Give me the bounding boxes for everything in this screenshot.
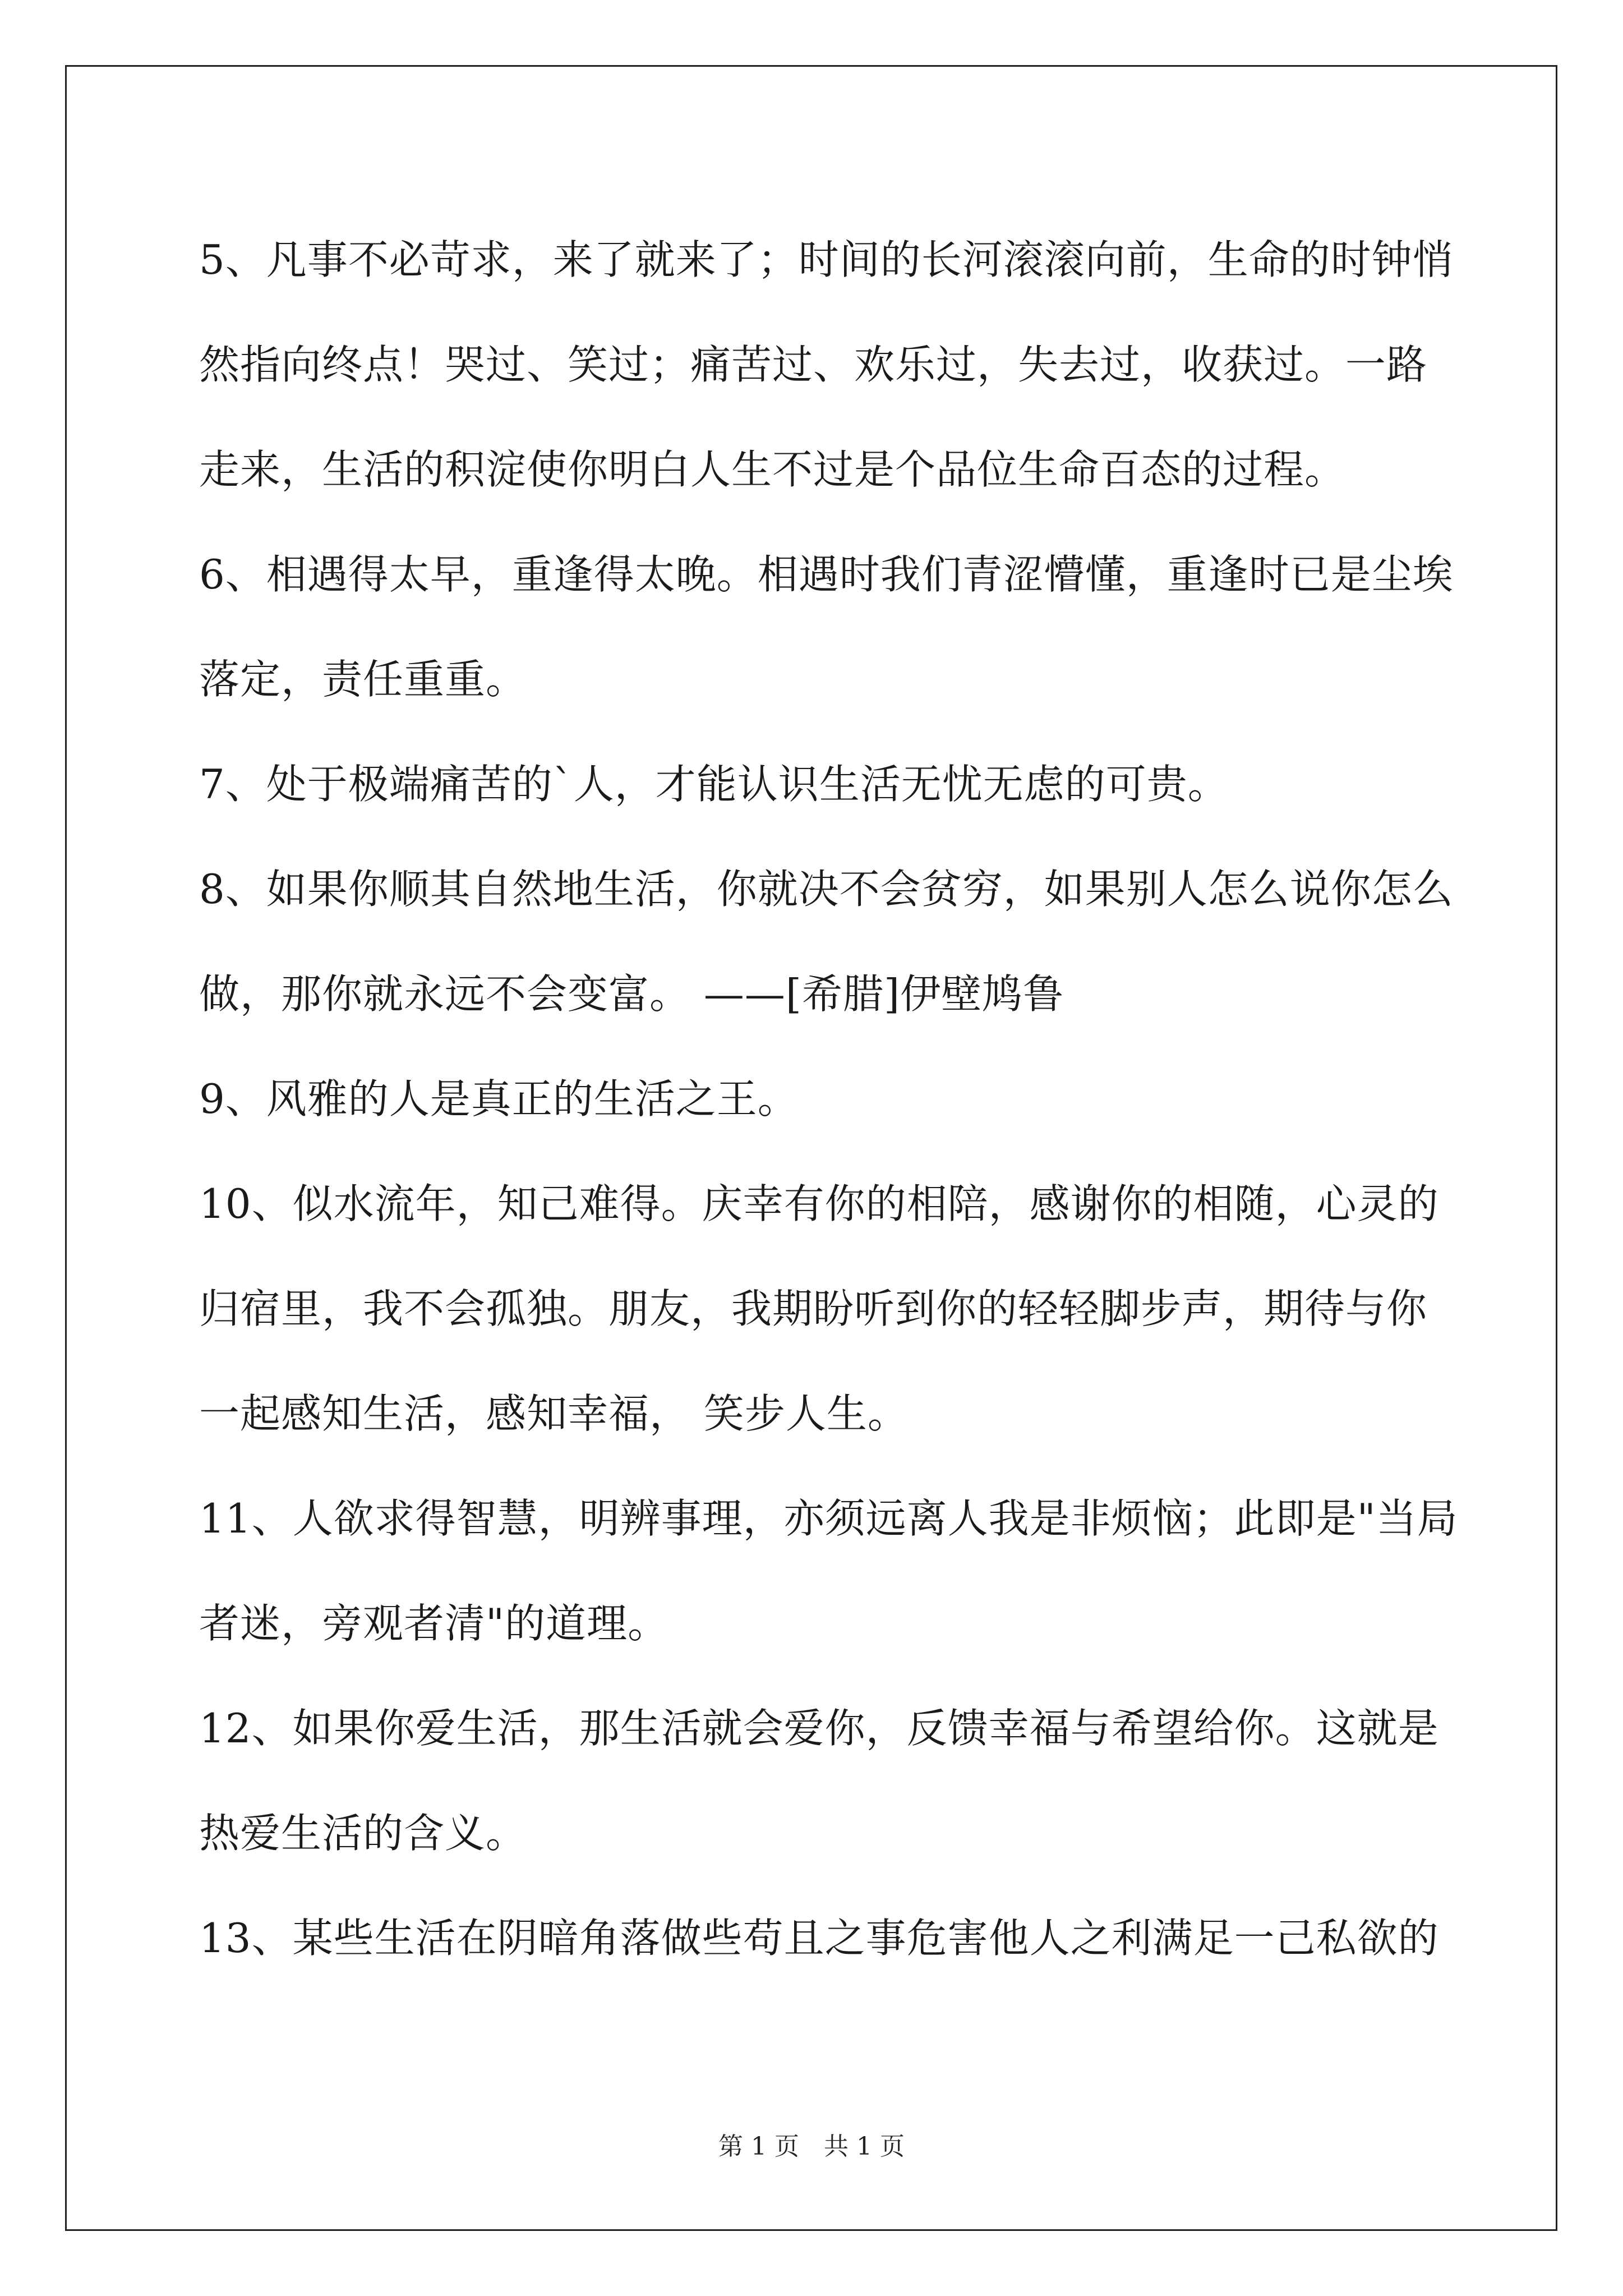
text-line: 10、似水流年，知己难得。庆幸有你的相陪，感谢你的相随，心灵的 <box>199 1180 1439 1227</box>
text-line: 走来，生活的积淀使你明白人生不过是个品位生命百态的过程。 <box>199 446 1346 493</box>
text-line: 一起感知生活，感知幸福， 笑步人生。 <box>199 1390 909 1437</box>
text-line: 8、如果你顺其自然地生活，你就决不会贫穷，如果别人怎么说你怎么 <box>199 866 1454 913</box>
text-line: 12、如果你爱生活，那生活就会爱你，反馈幸福与希望给你。这就是 <box>199 1705 1439 1752</box>
text-line: 5、凡事不必苛求，来了就来了；时间的长河滚滚向前，生命的时钟悄 <box>199 236 1454 283</box>
text-line: 13、某些生活在阴暗角落做些苟且之事危害他人之利满足一己私欲的 <box>199 1915 1439 1962</box>
text-line: 归宿里，我不会孤独。朋友，我期盼听到你的轻轻脚步声，期待与你 <box>199 1285 1428 1332</box>
document-body <box>199 208 1458 1991</box>
text-line: 落定，责任重重。 <box>199 656 527 703</box>
text-line: 热爱生活的含义。 <box>199 1810 527 1857</box>
text-line: 11、人欲求得智慧，明辨事理，亦须远离人我是非烦恼；此即是"当局 <box>199 1495 1458 1542</box>
text-line: 者迷，旁观者清"的道理。 <box>199 1600 669 1647</box>
text-line: 然指向终点！哭过、笑过；痛苦过、欢乐过，失去过，收获过。一路 <box>199 341 1428 388</box>
text-line: 做，那你就永远不会变富。 ——[希腊]伊壁鸠鲁 <box>199 970 1064 1018</box>
page-number-footer: 第 1 页 共 1 页 <box>718 2132 905 2161</box>
text-line: 6、相遇得太早，重逢得太晚。相遇时我们青涩懵懂，重逢时已是尘埃 <box>199 551 1454 598</box>
text-line: 9、风雅的人是真正的生活之王。 <box>199 1075 799 1122</box>
text-line: 7、处于极端痛苦的`人，才能认识生活无忧无虑的可贵。 <box>199 761 1229 808</box>
